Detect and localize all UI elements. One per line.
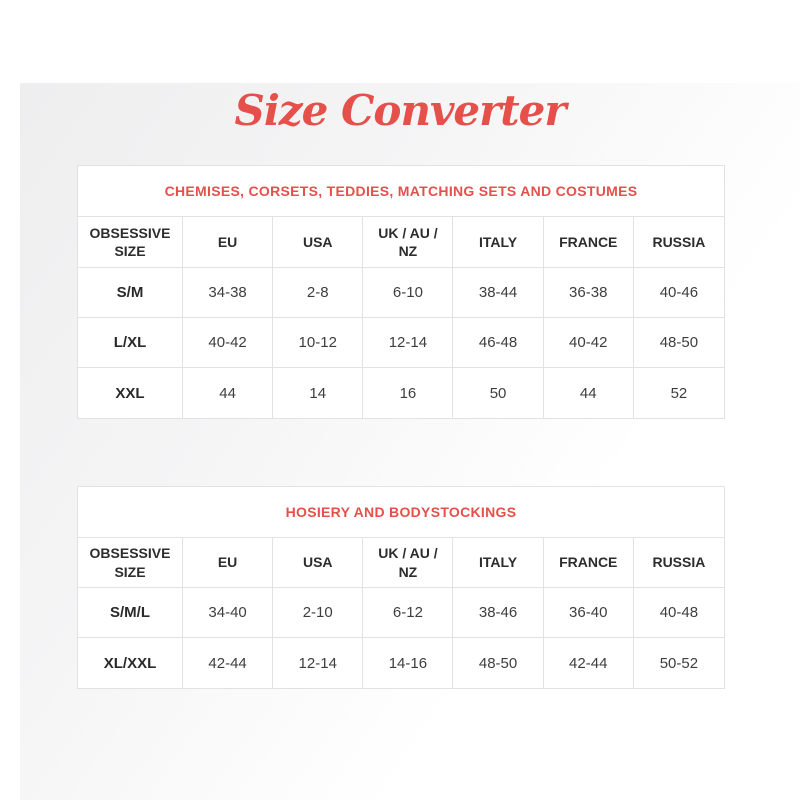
table-title: HOSIERY AND BODYSTOCKINGS <box>78 487 724 538</box>
row-label: XL/XXL <box>78 638 183 688</box>
size-value-cell: 44 <box>544 368 634 418</box>
page-title: Size Converter <box>234 86 566 135</box>
column-header: RUSSIA <box>634 217 724 268</box>
size-table-hosiery <box>77 486 725 689</box>
size-value-cell: 34-40 <box>183 588 273 638</box>
row-label: XXL <box>78 368 183 418</box>
size-value-cell: 2-8 <box>273 268 363 318</box>
column-header: ITALY <box>453 538 543 588</box>
row-label: L/XL <box>78 318 183 368</box>
column-header: EU <box>183 538 273 588</box>
size-value-cell: 40-46 <box>634 268 724 318</box>
column-header: EU <box>183 217 273 268</box>
column-header: RUSSIA <box>634 538 724 588</box>
column-header: USA <box>273 217 363 268</box>
column-header: OBSESSIVE SIZE <box>78 217 183 268</box>
column-header: USA <box>273 538 363 588</box>
size-value-cell: 10-12 <box>273 318 363 368</box>
size-value-cell: 46-48 <box>453 318 543 368</box>
size-value-cell: 52 <box>670 384 688 402</box>
table-title: CHEMISES, CORSETS, TEDDIES, MATCHING SETS AND COSTUMES <box>78 166 724 217</box>
size-value-cell: 38-46 <box>453 588 543 638</box>
size-value-cell: 6-10 <box>363 268 453 318</box>
size-value-cell: 12-14 <box>273 638 363 688</box>
size-table-chemises <box>77 165 725 419</box>
column-header: UK / AU / NZ <box>363 538 453 588</box>
size-value-cell: 36-38 <box>544 268 634 318</box>
size-value-cell: 14 <box>273 368 363 418</box>
size-value-cell: 36-40 <box>544 588 634 638</box>
size-value-cell: 44 <box>183 368 273 418</box>
size-value-cell: 38-44 <box>453 268 543 318</box>
column-header: ITALY <box>453 217 543 268</box>
size-value-cell: 42-44 <box>544 638 634 688</box>
size-value-cell: 16 <box>363 368 453 418</box>
column-header: OBSESSIVE SIZE <box>78 538 183 588</box>
column-header: UK / AU / NZ <box>363 217 453 268</box>
size-table-grid <box>78 217 724 418</box>
row-label: S/M <box>78 268 183 318</box>
size-value-cell: 6-12 <box>363 588 453 638</box>
size-value-cell: 40-48 <box>634 588 724 638</box>
size-value-cell: 48-50 <box>453 638 543 688</box>
column-header: FRANCE <box>544 538 634 588</box>
size-value-cell: 48-50 <box>634 318 724 368</box>
column-header: FRANCE <box>544 217 634 268</box>
size-value-cell: 40-42 <box>183 318 273 368</box>
size-table-grid <box>78 538 724 688</box>
size-value-cell: 12-14 <box>363 318 453 368</box>
size-value-cell: 50 <box>453 368 543 418</box>
size-value-cell: 2-10 <box>273 588 363 638</box>
size-value-cell: 14-16 <box>363 638 453 688</box>
size-value-cell: 42-44 <box>183 638 273 688</box>
size-value-cell: 40-42 <box>544 318 634 368</box>
row-label: S/M/L <box>78 588 183 638</box>
size-value-cell: 34-38 <box>183 268 273 318</box>
size-value-cell: 50-52 <box>659 654 699 672</box>
